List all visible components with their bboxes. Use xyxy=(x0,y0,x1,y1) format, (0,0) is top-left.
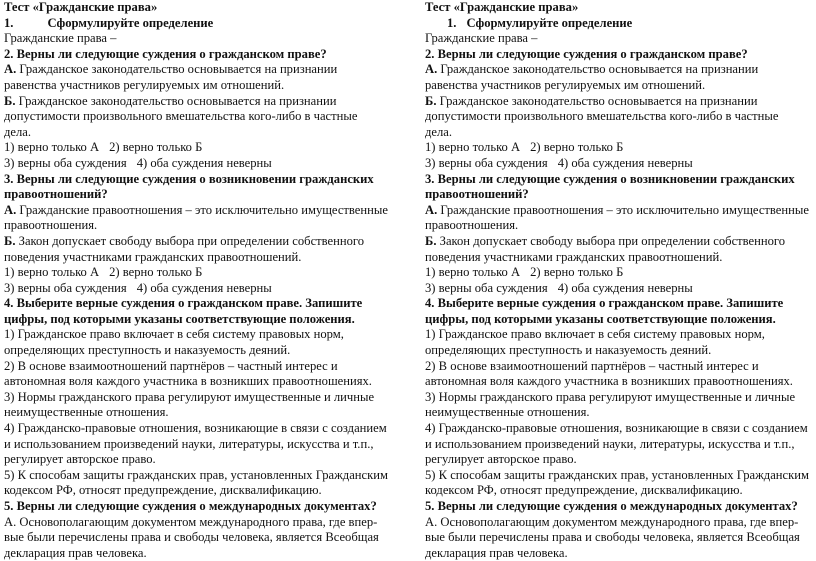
question-3-heading: 3. Верны ли следующие суждения о возникновении гражданских xyxy=(425,171,795,186)
question-4-item-5-line: кодексом РФ, относят предупреждение, дисквалификацию. xyxy=(4,483,322,498)
test-title: Тест «Гражданские права» xyxy=(425,0,579,14)
question-4-item-3-line: неимущественные отношения. xyxy=(425,405,590,420)
question-3-options-row xyxy=(4,281,396,297)
question-3-heading-line: правоотношений? xyxy=(425,187,529,202)
question-1-number: 1. xyxy=(4,15,14,30)
statement-letter: Б. xyxy=(4,233,16,248)
question-3-statement-b xyxy=(425,234,816,250)
question-4-item-4-line: регулирует авторское право. xyxy=(4,452,156,467)
question-4-item-5-line: кодексом РФ, относят предупреждение, дисквалификацию. xyxy=(425,483,743,498)
statement-text: Гражданское законодательство основывается на признании xyxy=(15,93,337,108)
option-4: 4) оба суждения неверны xyxy=(136,280,272,295)
option-1: 1) верно только А xyxy=(425,140,521,155)
question-3-statement-b xyxy=(4,234,396,250)
question-4-item-1-line: определяющих преступность и наказуемость деяний. xyxy=(4,343,291,358)
question-2-statement-b-line: допустимости произвольного вмешательства кого-либо в частные xyxy=(4,109,358,124)
question-3-statement-a-line: правоотношения. xyxy=(425,218,519,233)
question-4-item-3-line: неимущественные отношения. xyxy=(4,405,169,420)
test-column-right xyxy=(425,0,816,561)
question-4-item-1-line: определяющих преступность и наказуемость деяний. xyxy=(425,343,712,358)
option-1: 1) верно только А xyxy=(4,265,100,280)
question-4-item-4: 4) Гражданско-правовые отношения, возникающие в связи с созданием xyxy=(4,421,387,436)
statement-text: Гражданские правоотношения – это исключительно имущественные xyxy=(437,202,809,217)
question-5-statement-a: А. Основополагающим документом международного права, где впер- xyxy=(4,514,378,529)
question-4-item-2-line: автономная воля каждого участника в возникших правоотношениях. xyxy=(4,374,372,389)
option-1: 1) верно только А xyxy=(425,265,521,280)
question-3-statement-a xyxy=(425,203,816,219)
question-1-number: 1. xyxy=(447,15,457,30)
question-4-item-5: 5) К способам защиты гражданских прав, установленных Гражданским xyxy=(425,467,809,482)
test-column-left xyxy=(4,0,396,561)
option-2: 2) верно только Б xyxy=(530,140,624,155)
question-4-item-2: 2) В основе взаимоотношений партнёров – частный интерес и xyxy=(425,358,759,373)
question-2-statement-a-line: равенства участников регулируемых им отношений. xyxy=(4,77,285,92)
statement-letter: Б. xyxy=(425,233,437,248)
question-4-item-3: 3) Нормы гражданского права регулируют имущественные и личные xyxy=(4,389,375,404)
question-4-item-4-line: и использованием произведений науки, литературы, искусства и т.п., xyxy=(4,436,374,451)
question-1-label: Сформулируйте определение xyxy=(47,15,214,30)
question-3-statement-b-line: поведения участниками гражданских правоотношений. xyxy=(4,249,302,264)
question-1-text: Гражданские права – xyxy=(4,31,117,46)
question-1-heading xyxy=(4,16,396,32)
question-4-item-3: 3) Нормы гражданского права регулируют имущественные и личные xyxy=(425,389,796,404)
statement-text: Гражданское законодательство основывается на признании xyxy=(436,93,758,108)
question-4-heading: 4. Выберите верные суждения о гражданском праве. Запишите xyxy=(425,296,784,311)
question-3-statement-a-line: правоотношения. xyxy=(4,218,98,233)
question-5-statement-a-line: декларация прав человека. xyxy=(4,545,147,560)
question-5-heading: 5. Верны ли следующие суждения о международных документах? xyxy=(4,499,377,513)
question-3-options-row xyxy=(425,265,816,281)
option-3: 3) верны оба суждения xyxy=(4,280,127,295)
question-2-options-row xyxy=(425,156,816,172)
question-4-heading-line: цифры, под которыми указаны соответствующие положения. xyxy=(4,311,355,326)
question-2-statement-b xyxy=(425,94,816,110)
option-3: 3) верны оба суждения xyxy=(4,155,127,170)
test-title: Тест «Гражданские права» xyxy=(4,0,158,14)
question-2-heading: 2. Верны ли следующие суждения о гражданском праве? xyxy=(4,46,327,61)
question-2-statement-a xyxy=(425,62,816,78)
question-4-item-4-line: регулирует авторское право. xyxy=(425,452,577,467)
question-2-statement-a-line: равенства участников регулируемых им отношений. xyxy=(425,77,706,92)
question-1-heading xyxy=(425,16,816,32)
statement-text: Гражданские правоотношения – это исключительно имущественные xyxy=(16,202,388,217)
question-3-options-row xyxy=(425,281,816,297)
option-2: 2) верно только Б xyxy=(109,140,203,155)
statement-letter: А. xyxy=(4,62,17,77)
question-2-options-row xyxy=(4,140,396,156)
question-4-heading-line: цифры, под которыми указаны соответствующие положения. xyxy=(425,311,776,326)
question-4-item-5: 5) К способам защиты гражданских прав, установленных Гражданским xyxy=(4,467,388,482)
question-1-label: Сформулируйте определение xyxy=(466,15,633,30)
question-5-statement-a-line: вые были перечислены права и свободы человека, является Всеобщая xyxy=(425,530,800,545)
option-3: 3) верны оба суждения xyxy=(425,280,548,295)
question-4-item-2: 2) В основе взаимоотношений партнёров – частный интерес и xyxy=(4,358,338,373)
statement-text: Гражданское законодательство основывается на признании xyxy=(16,62,338,77)
statement-letter: А. xyxy=(4,202,17,217)
question-4-item-1: 1) Гражданское право включает в себя систему правовых норм, xyxy=(4,327,344,342)
option-4: 4) оба суждения неверны xyxy=(557,280,693,295)
option-2: 2) верно только Б xyxy=(109,265,203,280)
question-5-statement-a: А. Основополагающим документом международного права, где впер- xyxy=(425,514,799,529)
statement-letter: Б. xyxy=(425,93,437,108)
question-3-heading-line: правоотношений? xyxy=(4,187,108,202)
option-2: 2) верно только Б xyxy=(530,265,624,280)
question-5-statement-a-line: вые были перечислены права и свободы человека, является Всеобщая xyxy=(4,530,379,545)
statement-text: Закон допускает свободу выбора при определении собственного xyxy=(436,233,786,248)
question-3-options-row xyxy=(4,265,396,281)
question-4-item-2-line: автономная воля каждого участника в возникших правоотношениях. xyxy=(425,374,793,389)
question-4-item-4: 4) Гражданско-правовые отношения, возникающие в связи с созданием xyxy=(425,421,808,436)
question-2-options-row xyxy=(4,156,396,172)
question-1-text: Гражданские права – xyxy=(425,31,538,46)
question-4-item-1: 1) Гражданское право включает в себя систему правовых норм, xyxy=(425,327,765,342)
question-2-options-row xyxy=(425,140,816,156)
question-2-statement-b-line: дела. xyxy=(425,124,453,139)
statement-letter: Б. xyxy=(4,93,16,108)
question-5-statement-a-line: декларация прав человека. xyxy=(425,545,568,560)
question-2-statement-a xyxy=(4,62,396,78)
question-3-statement-a xyxy=(4,203,396,219)
question-2-statement-b xyxy=(4,94,396,110)
question-4-heading: 4. Выберите верные суждения о гражданском праве. Запишите xyxy=(4,296,363,311)
statement-letter: А. xyxy=(425,202,438,217)
question-2-statement-b-line: допустимости произвольного вмешательства кого-либо в частные xyxy=(425,109,779,124)
question-3-heading: 3. Верны ли следующие суждения о возникновении гражданских xyxy=(4,171,374,186)
question-2-statement-b-line: дела. xyxy=(4,124,32,139)
question-3-statement-b-line: поведения участниками гражданских правоотношений. xyxy=(425,249,723,264)
statement-text: Гражданское законодательство основывается на признании xyxy=(437,62,759,77)
option-4: 4) оба суждения неверны xyxy=(557,155,693,170)
option-3: 3) верны оба суждения xyxy=(425,155,548,170)
option-1: 1) верно только А xyxy=(4,140,100,155)
statement-letter: А. xyxy=(425,62,438,77)
question-4-item-4-line: и использованием произведений науки, литературы, искусства и т.п., xyxy=(425,436,795,451)
question-5-heading: 5. Верны ли следующие суждения о международных документах? xyxy=(425,499,798,513)
statement-text: Закон допускает свободу выбора при определении собственного xyxy=(15,233,365,248)
option-4: 4) оба суждения неверны xyxy=(136,155,272,170)
question-2-heading: 2. Верны ли следующие суждения о гражданском праве? xyxy=(425,46,748,61)
